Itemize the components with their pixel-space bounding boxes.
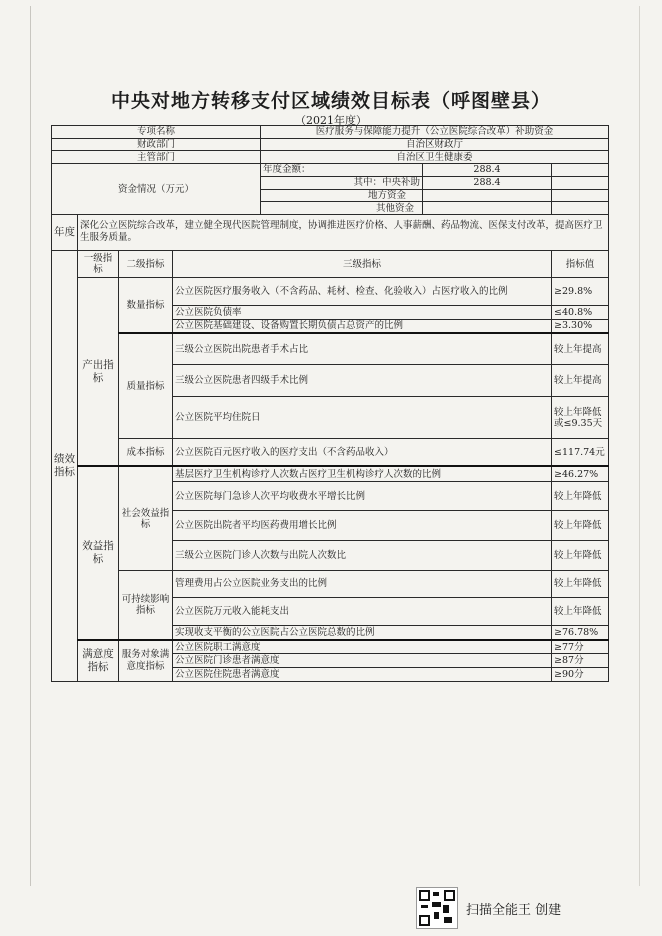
target-header: 指标值 bbox=[552, 250, 609, 278]
target-value: 较上年降低 bbox=[552, 570, 609, 598]
indicator-cell: 实现收支平衡的公立医院占公立医院总数的比例 bbox=[173, 625, 552, 640]
target-value: ≤117.74元 bbox=[552, 439, 609, 467]
target-value: ≥76.78% bbox=[552, 625, 609, 640]
local-funds-value bbox=[423, 189, 552, 202]
target-value: ≥3.30% bbox=[552, 319, 609, 333]
sustainability-label: 可持续影响指标 bbox=[119, 570, 173, 640]
target-value: 较上年降低 bbox=[552, 541, 609, 571]
satisfaction-indicators-label: 满意度指标 bbox=[78, 640, 119, 681]
target-value: 较上年提高 bbox=[552, 333, 609, 365]
project-name-value: 医疗服务与保障能力提升（公立医院综合改革）补助资金 bbox=[261, 126, 609, 139]
indicator-cell: 公立医院负债率 bbox=[173, 305, 552, 319]
performance-indicators-label: 绩效指标 bbox=[52, 250, 78, 681]
scanner-watermark bbox=[416, 886, 561, 930]
other-funds-label: 其他资金 bbox=[261, 202, 423, 215]
indicator-cell: 公立医院万元收入能耗支出 bbox=[173, 598, 552, 626]
funds-blank-1 bbox=[552, 164, 609, 177]
service-satisfaction-label: 服务对象满意度指标 bbox=[119, 640, 173, 681]
target-value: 较上年降低 bbox=[552, 481, 609, 511]
target-value: 较上年降低 bbox=[552, 598, 609, 626]
target-value: 较上年降低 bbox=[552, 511, 609, 541]
level3-header: 三级指标 bbox=[173, 250, 552, 278]
social-benefit-label: 社会效益指标 bbox=[119, 466, 173, 570]
indicator-cell: 公立医院医疗服务收入（不含药品、耗材、检查、化验收入）占医疗收入的比例 bbox=[173, 278, 552, 306]
level1-header: 一级指标 bbox=[78, 250, 119, 278]
annual-goal-label: 年度 bbox=[52, 214, 78, 250]
performance-table bbox=[51, 125, 609, 682]
target-value: 较上年降低或≤9.35天 bbox=[552, 397, 609, 439]
quantity-indicators-label: 数量指标 bbox=[119, 278, 173, 333]
indicator-cell: 三级公立医院出院患者手术占比 bbox=[173, 333, 552, 365]
target-value: 较上年提高 bbox=[552, 365, 609, 397]
benefit-indicators-label: 效益指标 bbox=[78, 466, 119, 640]
indicator-cell: 三级公立医院患者四级手术比例 bbox=[173, 365, 552, 397]
year-subtitle: （2021年度） bbox=[295, 114, 367, 127]
qr-code-icon bbox=[416, 887, 458, 929]
indicator-cell: 三级公立医院门诊人次数与出院人次数比 bbox=[173, 541, 552, 571]
target-value: ≥46.27% bbox=[552, 466, 609, 481]
cost-indicators-label: 成本指标 bbox=[119, 439, 173, 467]
indicator-cell: 管理费用占公立医院业务支出的比例 bbox=[173, 570, 552, 598]
output-indicators-label: 产出指标 bbox=[78, 278, 119, 466]
quality-indicators-label: 质量指标 bbox=[119, 333, 173, 439]
finance-dept-label: 财政部门 bbox=[52, 138, 261, 151]
central-subsidy-label: 其中：中央补助 bbox=[261, 176, 423, 189]
finance-dept-value: 自治区财政厅 bbox=[261, 138, 609, 151]
scan-app-text: 扫描全能王 创建 bbox=[466, 902, 562, 918]
annual-amount-label: 年度金额： bbox=[261, 164, 423, 177]
indicator-cell: 公立医院百元医疗收入的医疗支出（不含药品收入） bbox=[173, 439, 552, 467]
indicator-cell: 公立医院职工满意度 bbox=[173, 640, 552, 654]
indicator-cell: 公立医院每门急诊人次平均收费水平增长比例 bbox=[173, 481, 552, 511]
target-value: ≥77分 bbox=[552, 640, 609, 654]
supervising-dept-label: 主管部门 bbox=[52, 151, 261, 164]
indicator-cell: 公立医院住院患者满意度 bbox=[173, 668, 552, 682]
central-subsidy-value: 288.4 bbox=[423, 176, 552, 189]
annual-goal-text: 深化公立医院综合改革，建立健全现代医院管理制度，协调推进医疗价格、人事薪酬、药品物流、医保支付改革，提高医疗卫生服务质量。 bbox=[78, 214, 609, 250]
indicator-cell: 公立医院基础建设、设备购置长期负债占总资产的比例 bbox=[173, 319, 552, 333]
annual-amount-value: 288.4 bbox=[423, 164, 552, 177]
indicator-cell: 公立医院平均住院日 bbox=[173, 397, 552, 439]
level2-header: 二级指标 bbox=[119, 250, 173, 278]
target-value: ≥29.8% bbox=[552, 278, 609, 306]
other-funds-value bbox=[423, 202, 552, 215]
page-title: 中央对地方转移支付区域绩效目标表（呼图壁县） bbox=[110, 90, 551, 112]
funds-blank-3 bbox=[552, 189, 609, 202]
indicator-cell: 基层医疗卫生机构诊疗人次数占医疗卫生机构诊疗人次数的比例 bbox=[173, 466, 552, 481]
project-name-label: 专项名称 bbox=[52, 126, 261, 139]
funds-label: 资金情况（万元） bbox=[52, 164, 261, 215]
funds-blank-4 bbox=[552, 202, 609, 215]
target-value: ≥90分 bbox=[552, 668, 609, 682]
target-value: ≥87分 bbox=[552, 654, 609, 668]
target-value: ≤40.8% bbox=[552, 305, 609, 319]
funds-blank-2 bbox=[552, 176, 609, 189]
indicator-cell: 公立医院门诊患者满意度 bbox=[173, 654, 552, 668]
indicator-cell: 公立医院出院者平均医药费用增长比例 bbox=[173, 511, 552, 541]
supervising-dept-value: 自治区卫生健康委 bbox=[261, 151, 609, 164]
local-funds-label: 地方资金 bbox=[261, 189, 423, 202]
